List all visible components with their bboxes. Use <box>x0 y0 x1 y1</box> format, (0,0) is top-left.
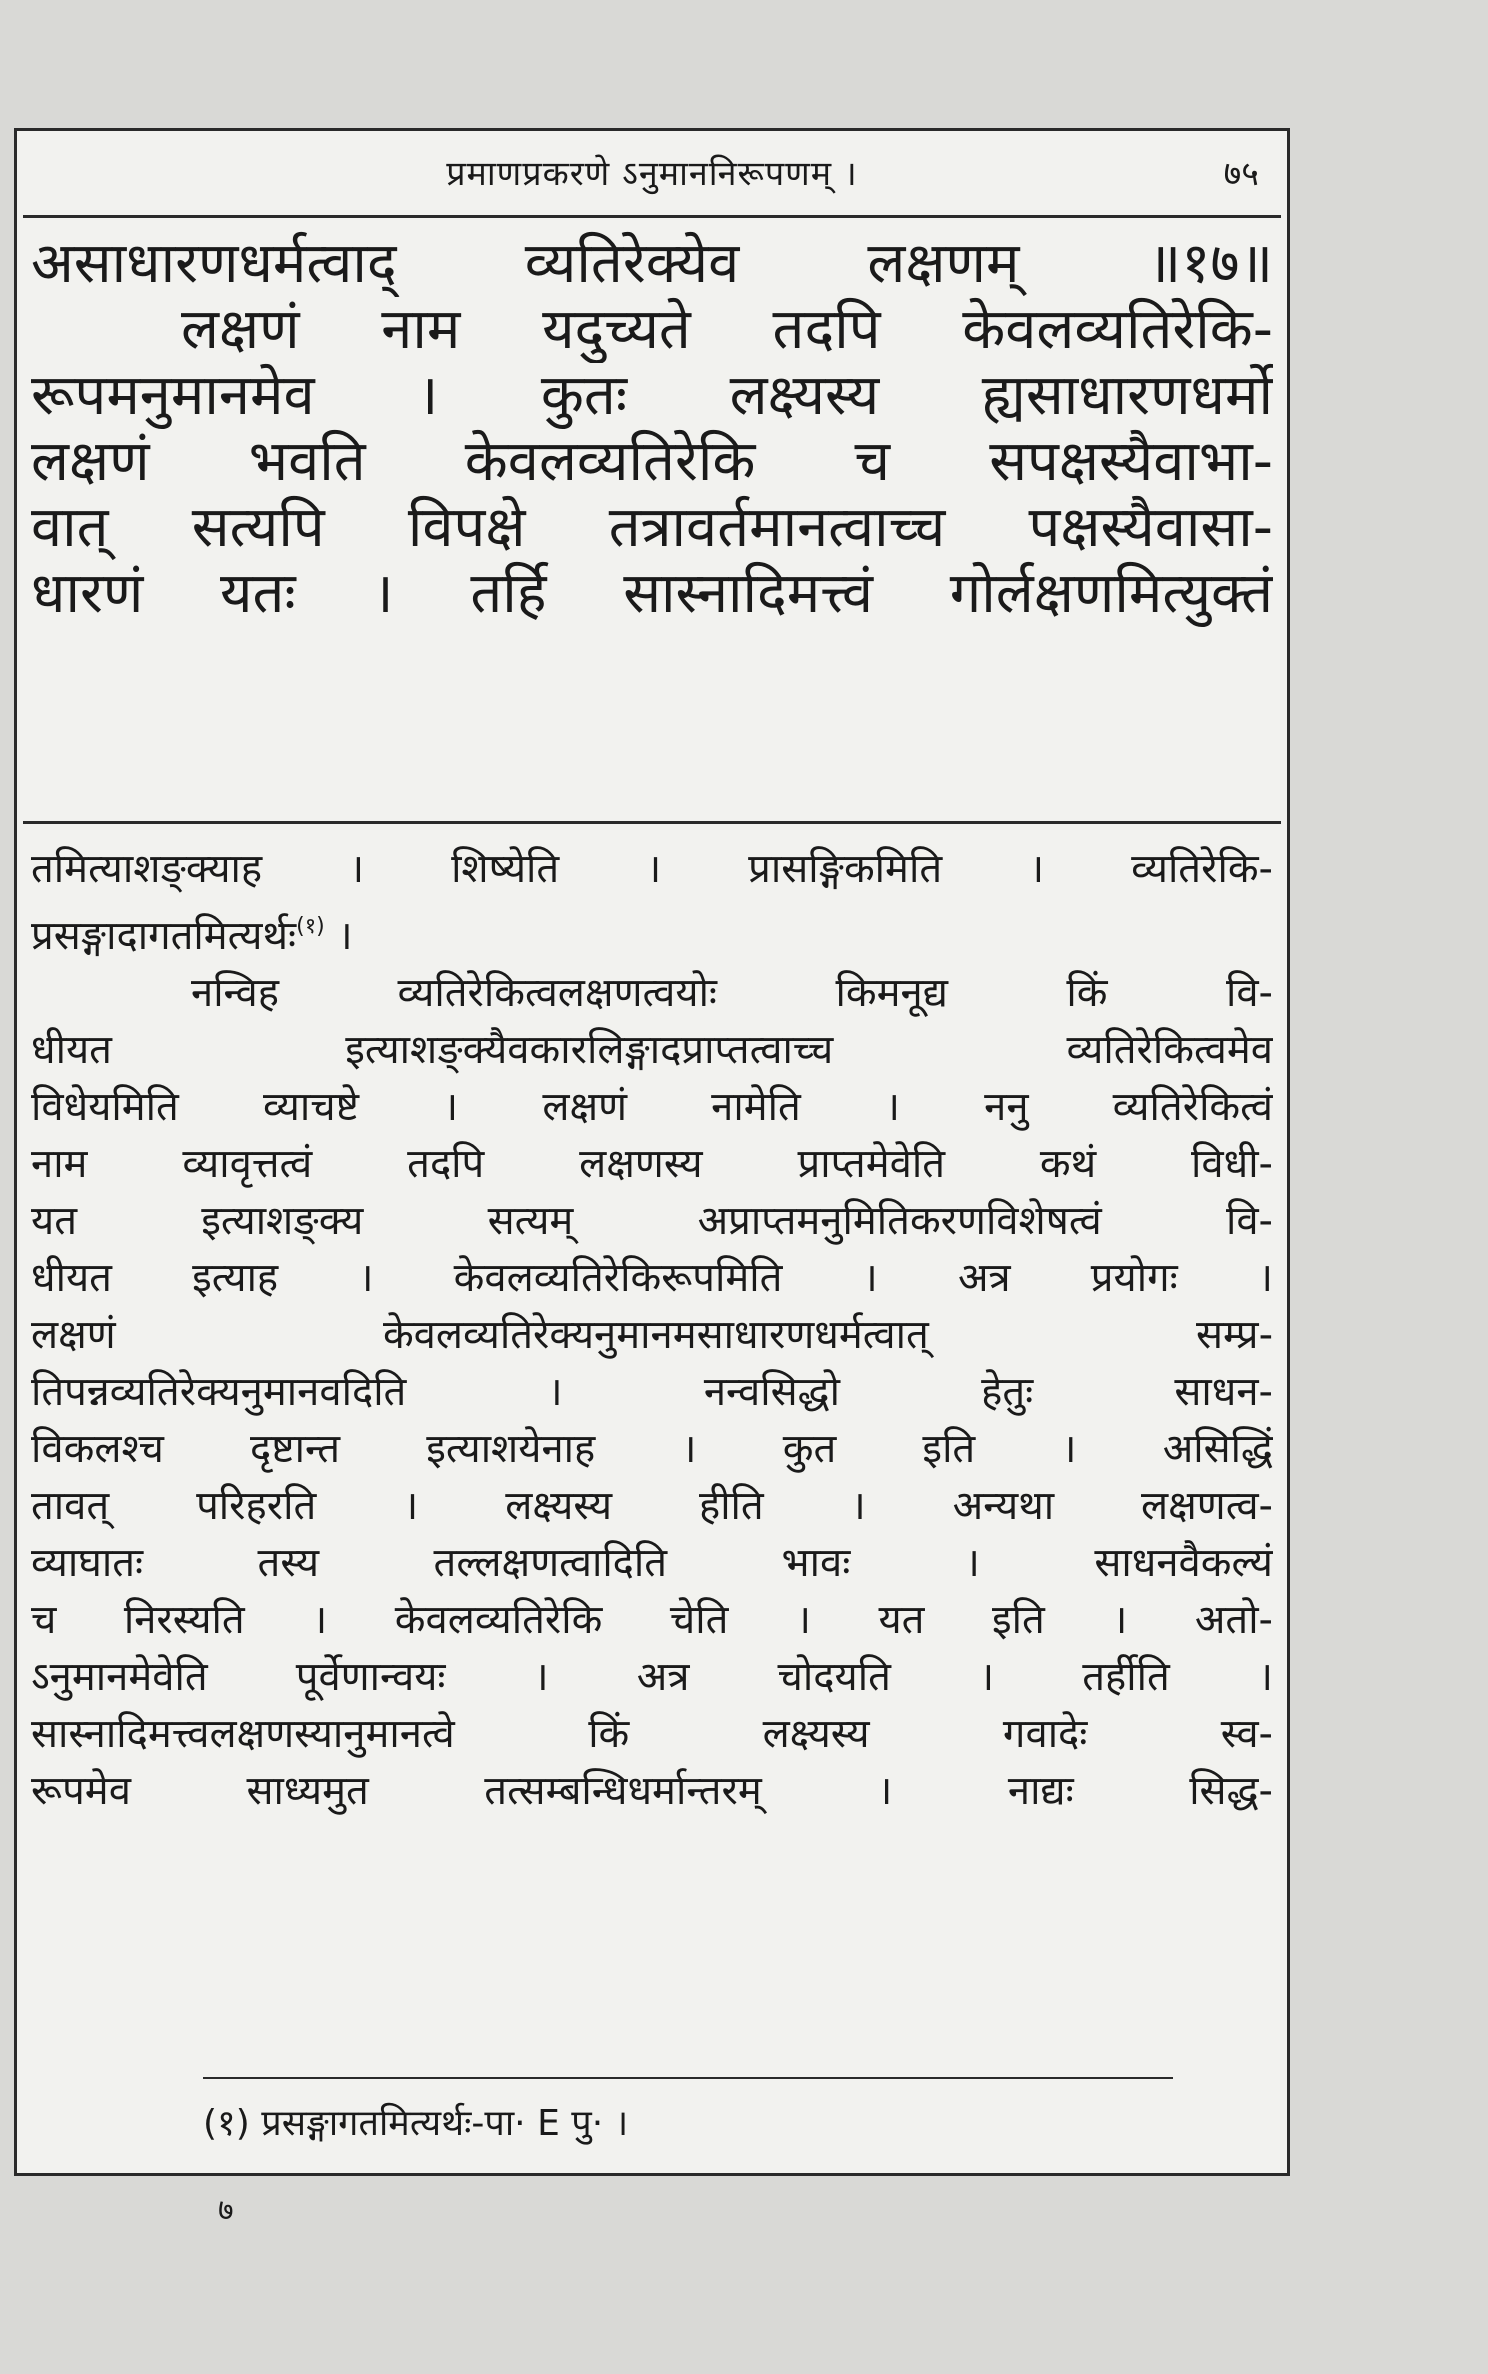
running-title: प्रमाणप्रकरणे ऽनुमाननिरूपणम् । <box>446 154 858 194</box>
commentary-line: लक्षणं केवलव्यतिरेक्यनुमानमसाधारणधर्मत्वात् सम्प्र- <box>31 1312 1273 1358</box>
main-text-line: लक्षणं नाम यदुच्यते तदपि केवलव्यतिरेकि- <box>181 297 1273 362</box>
footnote: (१) प्रसङ्गागतमित्यर्थः-पा· E पु· । <box>203 2103 629 2144</box>
signature-mark: ७ <box>218 2193 234 2228</box>
commentary-line: व्याघातः तस्य तल्लक्षणत्वादिति भावः । साधनवैकल्यं <box>31 1540 1273 1586</box>
commentary-danda: । <box>324 913 353 959</box>
commentary-line: विकलश्च दृष्टान्त इत्याशयेनाह । कुत इति । असिद्धिं <box>31 1426 1273 1472</box>
commentary-line: धीयत इत्याशङ्क्यैवकारलिङ्गादप्राप्तत्वाच्च व्यतिरेकित्वमेव <box>31 1027 1273 1073</box>
commentary-line: तमित्याशङ्क्याह । शिष्येति । प्रासङ्गिकमिति । व्यतिरेकि- <box>31 846 1273 892</box>
commentary-line: तिपन्नव्यतिरेक्यनुमानवदिति । नन्वसिद्धो हेतुः साधन- <box>31 1369 1273 1415</box>
commentary-line: रूपमेव साध्यमुत तत्सम्बन्धिधर्मान्तरम् । नाद्यः सिद्ध- <box>31 1768 1273 1814</box>
commentary-line: नन्विह व्यतिरेकित्वलक्षणत्वयोः किमनूद्य किं वि- <box>191 970 1273 1016</box>
main-text-line: असाधारणधर्मत्वाद् व्यतिरेक्येव लक्षणम् ॥१७॥ <box>31 231 1273 296</box>
header-rule <box>23 215 1281 218</box>
commentary-text <box>31 841 1273 1820</box>
commentary-line: च निरस्यति । केवलव्यतिरेकि चेति । यत इति । अतो- <box>31 1597 1273 1643</box>
commentary-line: तावत् परिहरति । लक्ष्यस्य हीति । अन्यथा लक्षणत्व- <box>31 1483 1273 1529</box>
commentary-line: धीयत इत्याह । केवलव्यतिरेकिरूपमिति । अत्र प्रयोगः । <box>31 1255 1273 1301</box>
book-page <box>14 128 1290 2176</box>
commentary-rule <box>23 821 1281 824</box>
commentary-line-text: प्रसङ्गादागतमित्यर्थः <box>31 913 297 959</box>
main-text <box>31 231 1273 627</box>
commentary-line: यत इत्याशङ्क्य सत्यम् अप्राप्तमनुमितिकरणविशेषत्वं वि- <box>31 1198 1273 1244</box>
main-text-line: वात् सत्यपि विपक्षे तत्रावर्तमानत्वाच्च पक्षस्यैवासा- <box>31 495 1273 560</box>
main-text-line: लक्षणं भवति केवलव्यतिरेकि च सपक्षस्यैवाभा- <box>31 429 1273 494</box>
commentary-line: विधेयमिति व्याचष्टे । लक्षणं नामेति । ननु व्यतिरेकित्वं <box>31 1084 1273 1130</box>
commentary-line: ऽनुमानमेवेति पूर्वेणान्वयः । अत्र चोदयति । तर्हीति । <box>31 1654 1273 1700</box>
page-number: ७५ <box>1223 154 1259 194</box>
main-text-line: धारणं यतः । तर्हि सास्नादिमत्त्वं गोर्लक्षणमित्युक्तं <box>31 561 1273 626</box>
footnote-rule <box>203 2077 1173 2079</box>
footnote-marker: (१) <box>296 914 325 939</box>
running-header <box>17 149 1287 197</box>
main-text-line: रूपमनुमानमेव । कुतः लक्ष्यस्य ह्यसाधारणधर्मो <box>31 363 1273 428</box>
commentary-line <box>31 898 1273 965</box>
commentary-line: नाम व्यावृत्तत्वं तदपि लक्षणस्य प्राप्तमेवेति कथं विधी- <box>31 1141 1273 1187</box>
commentary-line: सास्नादिमत्त्वलक्षणस्यानुमानत्वे किं लक्ष्यस्य गवादेः स्व- <box>31 1711 1273 1757</box>
